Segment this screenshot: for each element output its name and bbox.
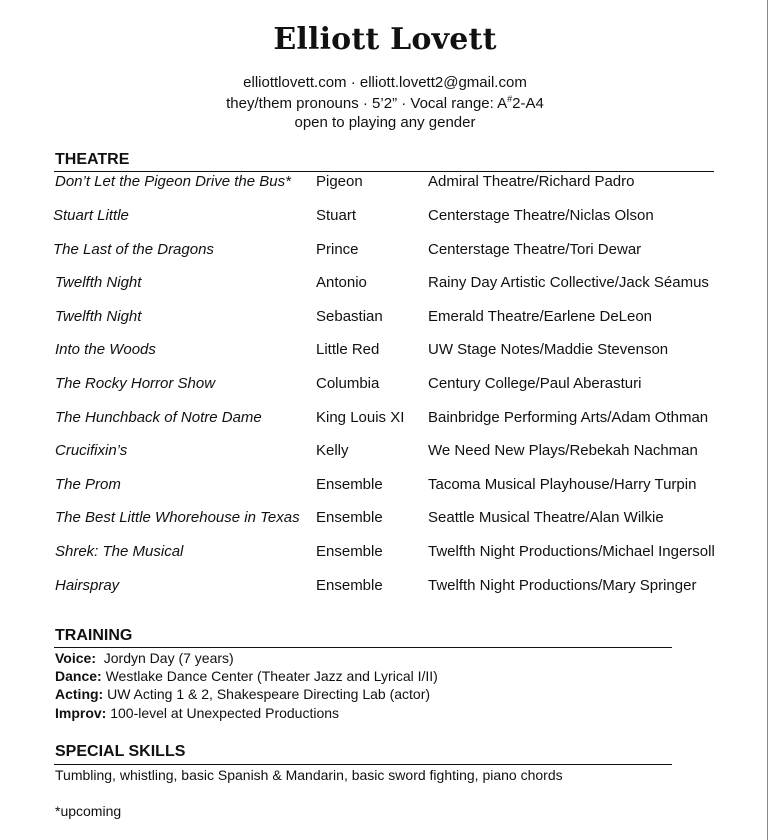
theatre-heading: THEATRE — [55, 151, 130, 168]
contact-line-details — [0, 94, 770, 112]
show-title: Crucifixin’s — [55, 442, 128, 459]
show-title: Stuart Little — [53, 207, 129, 224]
company-director: Century College/Paul Aberasturi — [428, 375, 642, 392]
company-director: UW Stage Notes/Maddie Stevenson — [428, 341, 669, 358]
role: Antonio — [316, 274, 367, 291]
special-skills-rule — [54, 764, 672, 765]
company-director: Rainy Day Artistic Collective/Jack Séamus — [428, 274, 709, 291]
show-title: The Rocky Horror Show — [55, 375, 216, 392]
training-detail: 100-level at Unexpected Productions — [106, 705, 340, 721]
theatre-row — [0, 509, 770, 529]
show-title: Twelfth Night — [55, 274, 142, 291]
training-detail: Jordyn Day (7 years) — [95, 650, 234, 666]
theatre-row — [0, 577, 770, 597]
role: Prince — [316, 241, 359, 258]
contact-details-prefix: they/them pronouns · 5’2” · Vocal range: A — [226, 95, 508, 112]
theatre-row — [0, 274, 770, 294]
theatre-row — [0, 241, 770, 261]
theatre-row — [0, 341, 770, 361]
special-skills-heading: SPECIAL SKILLS — [55, 743, 186, 760]
company-director: Seattle Musical Theatre/Alan Wilkie — [428, 509, 664, 526]
training-dance — [55, 668, 438, 684]
company-director: Bainbridge Performing Arts/Adam Othman — [428, 409, 709, 426]
show-title: The Hunchback of Notre Dame — [55, 409, 262, 426]
company-director: Tacoma Musical Playhouse/Harry Turpin — [428, 476, 697, 493]
show-title: The Last of the Dragons — [53, 241, 214, 258]
role: Stuart — [316, 207, 357, 224]
training-heading: TRAINING — [55, 627, 133, 644]
show-title: Into the Woods — [55, 341, 156, 358]
vocal-range-sharp-sign: # — [507, 94, 513, 104]
role: Little Red — [316, 341, 380, 358]
contact-line-casting: open to playing any gender — [294, 114, 476, 131]
company-director: Admiral Theatre/Richard Padro — [428, 173, 635, 190]
role: Columbia — [316, 375, 380, 392]
show-title: Shrek: The Musical — [55, 543, 184, 560]
training-acting — [55, 686, 430, 702]
training-improv — [55, 705, 339, 721]
training-detail: Westlake Dance Center (Theater Jazz and Lyrical I/II) — [101, 668, 438, 684]
role: Ensemble — [316, 577, 383, 594]
company-director: Emerald Theatre/Earlene DeLeon — [428, 308, 653, 325]
theatre-row — [0, 476, 770, 496]
company-director: Twelfth Night Productions/Mary Springer — [428, 577, 697, 594]
contact-line-web-email: elliottlovett.com · elliott.lovett2@gmail.com — [243, 74, 527, 91]
company-director: Centerstage Theatre/Niclas Olson — [428, 207, 654, 224]
actor-name: Elliott Lovett — [273, 22, 497, 57]
theatre-row — [0, 543, 770, 563]
role: Pigeon — [316, 173, 363, 190]
company-director: We Need New Plays/Rebekah Nachman — [428, 442, 698, 459]
role: Sebastian — [316, 308, 383, 325]
company-director: Centerstage Theatre/Tori Dewar — [428, 241, 642, 258]
training-label: Dance: — [55, 668, 102, 684]
company-director: Twelfth Night Productions/Michael Ingersoll — [428, 543, 715, 560]
show-title: Don’t Let the Pigeon Drive the Bus* — [55, 173, 291, 190]
theatre-row — [0, 442, 770, 462]
training-voice — [55, 650, 234, 666]
theatre-row — [0, 375, 770, 395]
theatre-row — [0, 207, 770, 227]
theatre-row — [0, 409, 770, 429]
special-skills-text: Tumbling, whistling, basic Spanish & Mandarin, basic sword fighting, piano chords — [55, 767, 563, 783]
training-label: Acting: — [55, 686, 104, 702]
theatre-row — [0, 173, 770, 193]
role: Kelly — [316, 442, 349, 459]
training-label: Improv: — [55, 705, 107, 721]
role: Ensemble — [316, 543, 383, 560]
contact-details-suffix: 2-A4 — [512, 95, 544, 112]
theatre-rule — [54, 171, 714, 172]
show-title: Twelfth Night — [55, 308, 142, 325]
role: Ensemble — [316, 476, 383, 493]
training-label: Voice: — [55, 650, 96, 666]
show-title: Hairspray — [55, 577, 120, 594]
role: King Louis XI — [316, 409, 405, 426]
training-detail: UW Acting 1 & 2, Shakespeare Directing Lab (actor) — [103, 686, 431, 702]
theatre-row — [0, 308, 770, 328]
training-rule — [54, 647, 672, 648]
show-title: The Prom — [55, 476, 121, 493]
footnote: *upcoming — [55, 803, 122, 819]
role: Ensemble — [316, 509, 383, 526]
show-title: The Best Little Whorehouse in Texas — [55, 509, 300, 526]
